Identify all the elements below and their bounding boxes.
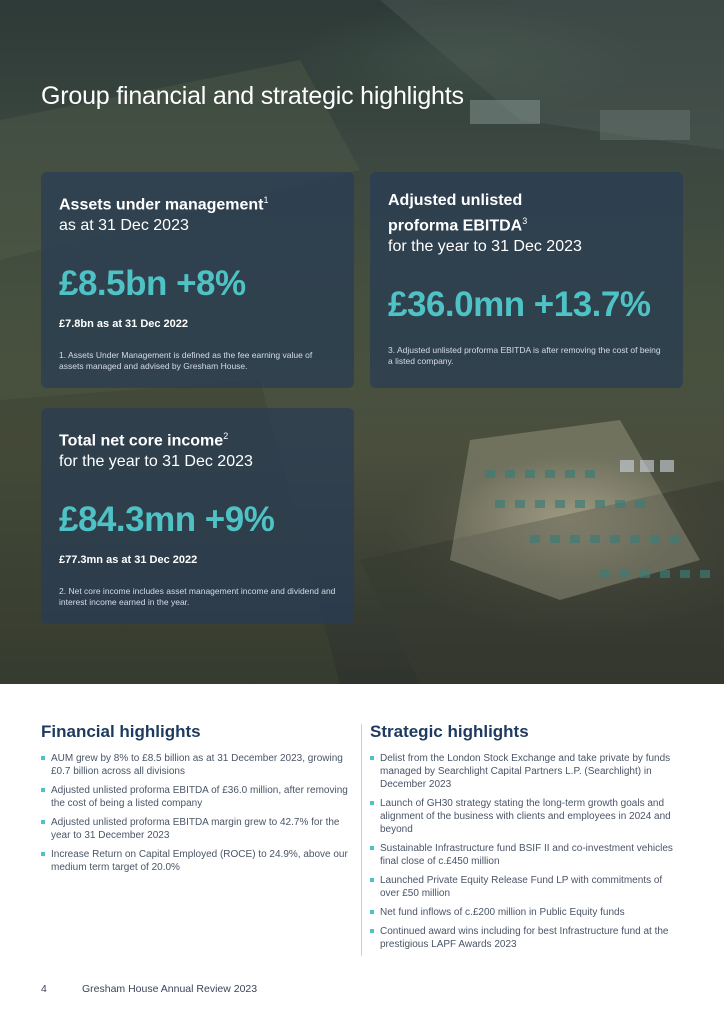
list-item bbox=[41, 848, 351, 874]
income-value: £84.3mn +9% bbox=[59, 500, 275, 540]
list-item-text: Delist from the London Stock Exchange and take private by funds managed by Searchlight Capital Partners L.P. (Searchlight) in December 2023 bbox=[380, 753, 671, 790]
ebitda-title-line1: Adjusted unlisted bbox=[388, 192, 523, 209]
bullet-icon bbox=[370, 846, 374, 850]
income-period: for the year to 31 Dec 2023 bbox=[59, 453, 253, 471]
aum-value: £8.5bn +8% bbox=[59, 264, 246, 304]
bullet-icon bbox=[41, 820, 45, 824]
aum-title-text: Assets under management bbox=[59, 196, 264, 214]
income-footnote: 2. Net core income includes asset management income and dividend and interest income earned in the year. bbox=[59, 586, 336, 608]
bullet-icon bbox=[370, 910, 374, 914]
aum-card bbox=[41, 172, 354, 388]
ebitda-value: £36.0mn +13.7% bbox=[388, 285, 651, 325]
financial-highlights-list bbox=[41, 752, 351, 874]
list-item-text: Launched Private Equity Release Fund LP with commitments of over £50 million bbox=[380, 875, 663, 899]
financial-highlights-section bbox=[41, 722, 351, 880]
income-card bbox=[41, 408, 354, 624]
list-item bbox=[370, 842, 684, 868]
bullet-icon bbox=[41, 788, 45, 792]
page-number: 4 bbox=[41, 983, 47, 995]
bullet-icon bbox=[370, 929, 374, 933]
strategic-highlights-list bbox=[370, 752, 684, 951]
list-item-text: Increase Return on Capital Employed (ROCE) to 24.9%, above our medium term target of 20.0% bbox=[51, 849, 348, 873]
bullet-icon bbox=[41, 852, 45, 856]
list-item bbox=[370, 925, 684, 951]
strategic-highlights-section bbox=[370, 722, 684, 957]
list-item bbox=[370, 906, 684, 919]
list-item bbox=[41, 784, 351, 810]
list-item-text: Launch of GH30 strategy stating the long-term growth goals and alignment of the business with clients and employees in 2024 and beyond bbox=[380, 798, 671, 835]
list-item bbox=[370, 874, 684, 900]
list-item bbox=[41, 752, 351, 778]
income-title-text: Total net core income bbox=[59, 432, 224, 450]
aum-footnote: 1. Assets Under Management is defined as the fee earning value of assets managed and advised by Gresham House. bbox=[59, 350, 313, 372]
page-title: Group financial and strategic highlights bbox=[41, 82, 464, 110]
aum-period: as at 31 Dec 2023 bbox=[59, 217, 189, 235]
income-footnote-ref: 2 bbox=[223, 431, 229, 441]
list-item-text: Adjusted unlisted proforma EBITDA of £36.0 million, after removing the cost of being a listed company bbox=[51, 785, 348, 809]
bullet-icon bbox=[370, 756, 374, 760]
list-item-text: Net fund inflows of c.£200 million in Public Equity funds bbox=[380, 907, 625, 918]
ebitda-title-line2: proforma EBITDA bbox=[388, 217, 523, 235]
ebitda-card-title bbox=[388, 190, 665, 236]
list-item-text: Adjusted unlisted proforma EBITDA margin grew to 42.7% for the year to 31 December 2023 bbox=[51, 817, 340, 841]
ebitda-card bbox=[370, 172, 683, 388]
list-item bbox=[41, 816, 351, 842]
income-comparison: £77.3mn as at 31 Dec 2022 bbox=[59, 554, 198, 567]
list-item bbox=[370, 797, 684, 836]
aum-footnote-ref: 1 bbox=[263, 195, 269, 205]
list-item bbox=[370, 752, 684, 791]
income-card-title bbox=[59, 426, 336, 451]
list-item-text: Continued award wins including for best Infrastructure fund at the prestigious LAPF Awards 2023 bbox=[380, 926, 669, 950]
column-divider bbox=[361, 724, 362, 956]
ebitda-period: for the year to 31 Dec 2023 bbox=[388, 238, 582, 256]
aum-comparison: £7.8bn as at 31 Dec 2022 bbox=[59, 318, 189, 331]
bullet-icon bbox=[370, 801, 374, 805]
ebitda-footnote: 3. Adjusted unlisted proforma EBITDA is after removing the cost of being a listed company. bbox=[388, 345, 661, 367]
ebitda-footnote-ref: 3 bbox=[522, 216, 528, 226]
aum-card-title bbox=[59, 190, 336, 215]
strategic-highlights-heading: Strategic highlights bbox=[370, 722, 529, 741]
financial-highlights-heading: Financial highlights bbox=[41, 722, 201, 741]
publication-name: Gresham House Annual Review 2023 bbox=[82, 983, 258, 995]
bullet-icon bbox=[370, 878, 374, 882]
list-item-text: Sustainable Infrastructure fund BSIF II and co-investment vehicles final close of c.£450 million bbox=[380, 843, 673, 867]
bullet-icon bbox=[41, 756, 45, 760]
list-item-text: AUM grew by 8% to £8.5 billion as at 31 December 2023, growing £0.7 billion across all divisions bbox=[51, 753, 343, 777]
